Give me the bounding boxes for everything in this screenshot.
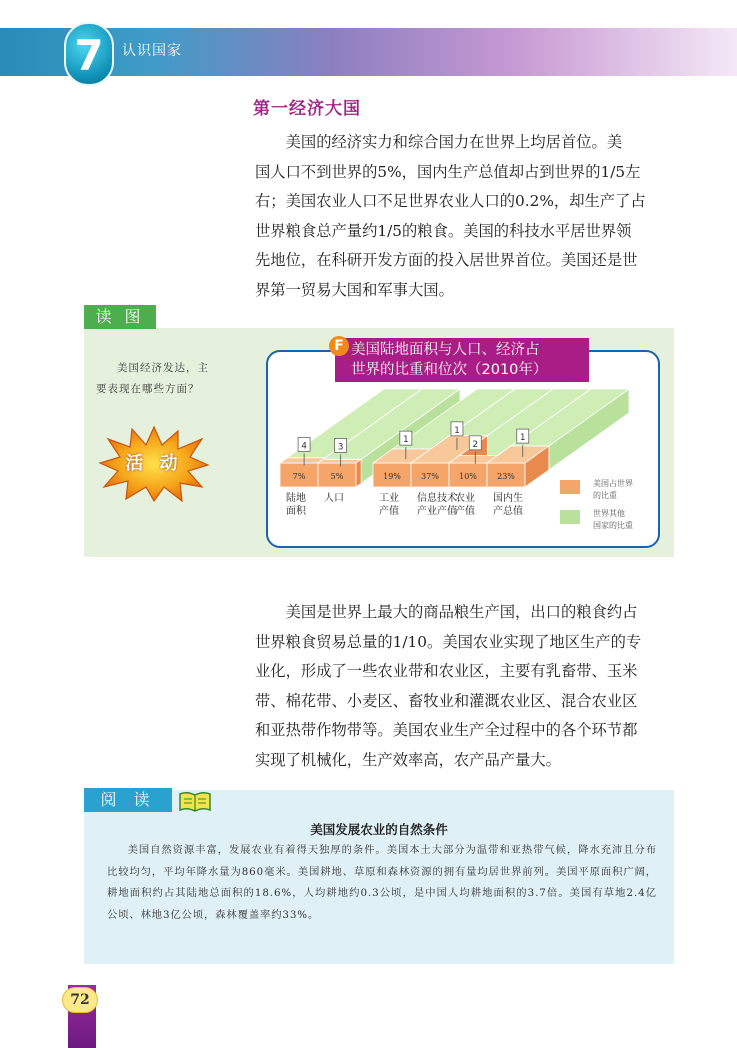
activity-burst — [98, 425, 210, 503]
reading-tab: 阅 读 — [84, 788, 172, 812]
paragraph-1-line: 界第一贸易大国和军事大国。 — [255, 280, 454, 299]
us-share-top-1 — [318, 459, 361, 463]
category-label-4: 产值 — [455, 506, 475, 517]
section-title: 第一经济大国 — [253, 99, 361, 119]
value-label-5: 23% — [497, 472, 515, 481]
paragraph-1-line: 先地位，在科研开发方面的投入居世界首位。美国还是世 — [255, 251, 638, 269]
rank-label-3: 1 — [454, 425, 460, 436]
value-label-1: 5% — [330, 472, 344, 481]
value-label-2: 19% — [383, 472, 401, 481]
chart-title-line: 美国陆地面积与人口、经济占 — [351, 342, 540, 358]
read-figure-question — [96, 358, 242, 400]
paragraph-1-line: 美国的经济实力和综合国力在世界上均居首位。美 — [285, 133, 623, 151]
paragraph-1-line: 国人口不到世界的5%，国内生产总值却占到世界的1/5左 — [255, 162, 641, 181]
category-label-1: 人口 — [324, 493, 344, 504]
value-label-4: 10% — [459, 472, 477, 481]
reading-body: 美国自然资源丰富，发展农业有着得天独厚的条件。美国本土大部分为温带和亚热带气候，降水充沛且分布比较均匀，平均年降水量为860毫米。美国耕地、草原和森林资源的拥有量均居世界前列。美国平原面积广阔，耕地面积约占其陆地总面积的18.6%，人均耕地约0.3公顷，是中国人均耕地面积的3.7倍。美国有草地2.4亿公顷、林地3亿公顷，森林覆盖率约33%。 — [107, 844, 657, 921]
page-number: 72 — [62, 987, 98, 1013]
question-line: 美国经济发达，主 — [117, 362, 209, 374]
paragraph-2-line: 世界粮食贸易总量的1/10。美国农业实现了地区生产的专 — [255, 632, 642, 651]
category-label-5: 产总值 — [493, 506, 523, 517]
paragraph-1-line: 右；美国农业人口不足世界农业人口的0.2%，却生产了占 — [255, 192, 646, 210]
activity-label: 活 动 — [125, 453, 183, 474]
rank-label-4: 2 — [472, 439, 479, 450]
rank-label-0: 4 — [301, 441, 307, 452]
paragraph-2-line: 带、棉花带、小麦区、畜牧业和灌溉农业区、混合农业区 — [255, 691, 638, 710]
rank-label-1: 3 — [337, 442, 344, 453]
category-label-2: 工业 — [379, 493, 399, 504]
value-label-0: 7% — [292, 472, 306, 481]
read-figure-tab: 读 图 — [84, 305, 156, 329]
us-share-side-1 — [356, 459, 361, 487]
rank-label-2: 1 — [402, 435, 409, 446]
category-label-0: 面积 — [286, 506, 306, 517]
reading-title: 美国发展农业的自然条件 — [310, 822, 448, 837]
chart-title — [335, 338, 589, 382]
legend-swatch-1 — [560, 510, 580, 524]
legend-label-0: 美国占世界 — [593, 479, 633, 488]
figure-letter-badge: F — [329, 336, 349, 356]
legend-label-0: 的比重 — [593, 491, 617, 500]
chapter-title: 认识国家 — [122, 43, 182, 59]
paragraph-2-line: 实现了机械化，生产效率高，农产品产量大。 — [255, 750, 561, 769]
chapter-number-badge: 7 — [64, 22, 114, 86]
paragraph-2-line: 业化，形成了一些农业带和农业区，主要有乳畜带、玉米 — [255, 662, 638, 680]
category-label-0: 陆地 — [286, 493, 306, 504]
paragraph-1-line: 世界粮食总产量约1/5的粮食。美国的科技水平居世界领 — [255, 221, 632, 240]
category-label-5: 国内生 — [493, 493, 523, 504]
paragraph-2-line: 和亚热带作物带等。美国农业生产全过程中的各个环节都 — [255, 721, 638, 739]
category-label-4: 农业 — [455, 493, 475, 504]
question-line: 要表现在哪些方面？ — [96, 383, 200, 395]
category-label-2: 产值 — [379, 506, 399, 517]
legend-swatch-0 — [560, 480, 580, 494]
chart-title-line: 世界的比重和位次（2010年） — [351, 362, 548, 378]
category-label-3: 信息技术 — [417, 493, 457, 504]
category-label-3: 产业产值 — [417, 506, 457, 517]
paragraph-2 — [255, 598, 675, 775]
legend-label-1: 国家的比重 — [593, 521, 633, 530]
book-icon — [178, 790, 212, 812]
rank-label-5: 1 — [519, 433, 526, 444]
value-label-3: 37% — [421, 472, 439, 481]
legend-label-1: 世界其他 — [593, 509, 625, 518]
paragraph-2-line: 美国是世界上最大的商品粮生产国，出口的粮食约占 — [285, 603, 638, 621]
paragraph-1 — [255, 128, 675, 305]
